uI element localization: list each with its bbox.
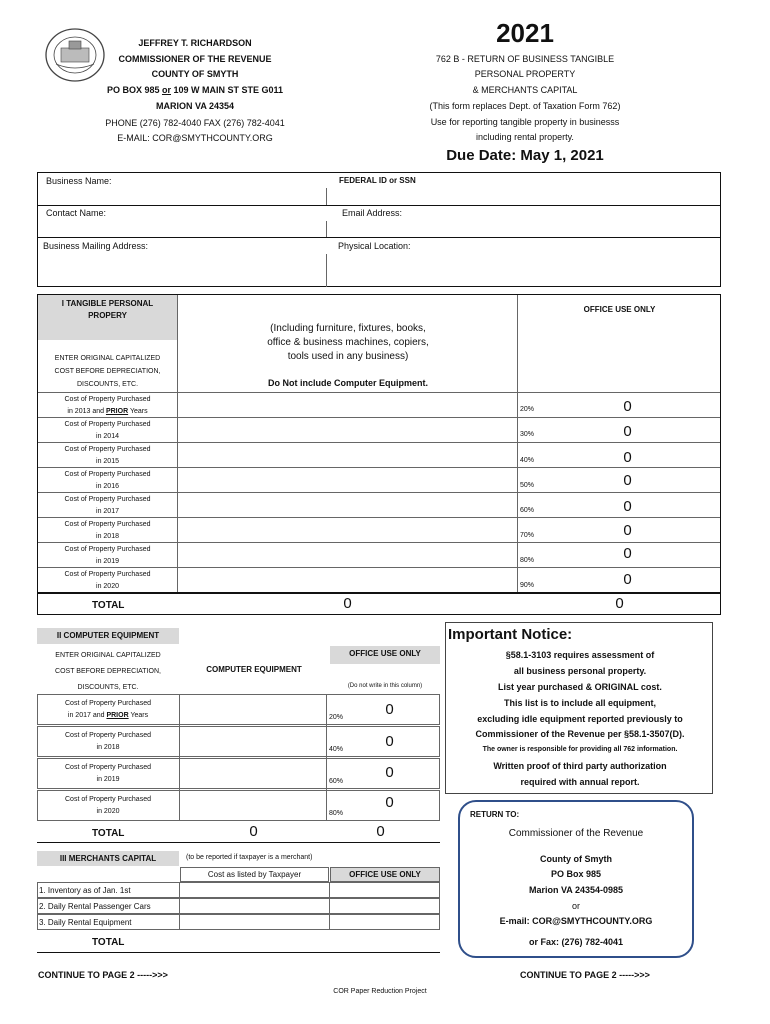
s1-cost-2014-input[interactable] [178, 418, 517, 442]
section1-office-use: OFFICE USE ONLY [583, 305, 656, 314]
s1-pct-2017: 60% [520, 507, 535, 514]
po-box: PO BOX 985 [106, 85, 160, 95]
form-use-line2: including rental property. [476, 132, 574, 142]
section1-instructions: ENTER ORIGINAL CAPITALIZED COST BEFORE DEPRECIATION, DISCOUNTS, ETC. [54, 355, 161, 388]
section3-office-use: OFFICE USE ONLY [349, 870, 421, 879]
return-po-box: PO Box 985 [550, 869, 602, 879]
return-office: Commissioner of the Revenue [508, 828, 644, 839]
s2-row-2018-label: Cost of Property Purchased in 2018 [65, 732, 151, 751]
s1-cost-2016-input[interactable] [178, 468, 517, 492]
section2-title: II COMPUTER EQUIPMENT [37, 628, 179, 644]
return-or: or [571, 901, 580, 911]
s1-pct-2015: 40% [520, 457, 535, 464]
business-info-box [37, 172, 721, 287]
continue-link-right[interactable]: CONTINUE TO PAGE 2 ----->>> [520, 970, 650, 980]
notice-line5: excluding idle equipment reported previously to [477, 714, 683, 724]
form-replaces-note: (This form replaces Dept. of Taxation Form 762) [429, 101, 621, 111]
s3-total-label: TOTAL [92, 937, 125, 948]
section3-note: (to be reported if taxpayer is a merchant) [186, 854, 313, 861]
return-city: Marion VA 24354-0985 [528, 885, 624, 895]
section3-title: III MERCHANTS CAPITAL [37, 851, 179, 866]
s1-total-value: 0 [343, 595, 352, 612]
section1-exclusion-note: Do Not include Computer Equipment. [268, 378, 428, 388]
s1-office-2017: 0 [623, 498, 632, 515]
s2-row-2020-label: Cost of Property Purchased in 2020 [65, 796, 151, 815]
s1-pct-2019: 80% [520, 557, 535, 564]
s3-rental-cars-input[interactable] [180, 899, 329, 913]
s1-row-2019-label: Cost of Property Purchased in 2019 [64, 546, 151, 565]
s2-row-2017-label: Cost of Property Purchased in 2017 and PRIOR Years [65, 700, 151, 719]
email-address-field[interactable]: Email Address: [342, 208, 403, 218]
return-county: County of Smyth [540, 854, 612, 864]
office-city: MARION VA 24354 [155, 101, 235, 111]
continue-link-left[interactable]: CONTINUE TO PAGE 2 ----->>> [38, 970, 168, 980]
s1-row-2014-label: Cost of Property Purchased in 2014 [64, 421, 151, 440]
physical-location-field[interactable]: Physical Location: [338, 241, 411, 251]
footer-project: COR Paper Reduction Project [333, 988, 427, 995]
s1-office-2018: 0 [623, 522, 632, 539]
s2-office-2018: 0 [385, 733, 394, 750]
s1-pct-2018: 70% [520, 532, 535, 539]
s1-row-2017-label: Cost of Property Purchased in 2017 [64, 496, 151, 515]
notice-title: Important Notice: [448, 626, 573, 643]
s1-cost-2017-input[interactable] [178, 493, 517, 517]
s1-cost-2018-input[interactable] [178, 518, 517, 542]
office-email: E-MAIL: COR@SMYTHCOUNTY.ORG [117, 133, 273, 143]
notice-line3: List year purchased & ORIGINAL cost. [498, 682, 662, 692]
s2-cost-2018-input[interactable] [180, 727, 326, 756]
return-to-box [458, 800, 694, 958]
s2-total-value: 0 [249, 823, 258, 840]
due-date: Due Date: May 1, 2021 [446, 147, 604, 164]
section2-column-label: COMPUTER EQUIPMENT [206, 665, 302, 674]
county-name: COUNTY OF SMYTH [151, 69, 239, 79]
return-to-label: RETURN TO: [470, 810, 520, 819]
form-use-line1: Use for reporting tangible property in businesss [430, 117, 620, 127]
s1-pct-2013: 20% [520, 406, 535, 413]
s2-row-2019-label: Cost of Property Purchased in 2019 [65, 764, 151, 783]
s1-office-2019: 0 [623, 545, 632, 562]
mailing-address-field[interactable]: Business Mailing Address: [43, 241, 149, 251]
s1-pct-2016: 50% [520, 482, 535, 489]
notice-line8: Written proof of third party authorization [493, 761, 667, 771]
s1-cost-2020-input[interactable] [178, 568, 517, 592]
s1-row-2013-label: Cost of Property Purchased in 2013 and PRIOR Years [64, 396, 151, 415]
notice-line7: The owner is responsible for providing all 762 information. [482, 746, 678, 753]
s1-row-2015-label: Cost of Property Purchased in 2015 [64, 446, 151, 465]
s2-pct-2020: 80% [329, 810, 344, 817]
notice-line2: all business personal property. [513, 666, 647, 676]
s3-inventory-label: 1. Inventory as of Jan. 1st [39, 886, 131, 895]
s3-rental-cars-label: 2. Daily Rental Passenger Cars [39, 902, 151, 911]
notice-line4: This list is to include all equipment, [503, 698, 657, 708]
section2-office-use: OFFICE USE ONLY [349, 649, 421, 658]
s1-office-2014: 0 [623, 423, 632, 440]
business-name-field[interactable]: Business Name: [46, 176, 112, 186]
s1-total-office: 0 [615, 595, 624, 612]
return-email: E-mail: COR@SMYTHCOUNTY.ORG [499, 916, 653, 926]
s1-pct-2014: 30% [520, 431, 535, 438]
s1-office-2020: 0 [623, 571, 632, 588]
s2-pct-2018: 40% [329, 746, 344, 753]
s2-cost-2019-input[interactable] [180, 759, 326, 788]
contact-name-field[interactable]: Contact Name: [46, 208, 107, 218]
s1-row-2018-label: Cost of Property Purchased in 2018 [64, 521, 151, 540]
s2-cost-2020-input[interactable] [180, 791, 326, 820]
s3-rental-equipment-input[interactable] [180, 915, 329, 929]
s3-inventory-input[interactable] [180, 883, 329, 897]
notice-line1: §58.1-3103 requires assessment of [505, 650, 655, 660]
phone-fax: PHONE (276) 782-4040 FAX (276) 782-4041 [105, 118, 285, 128]
s1-cost-2019-input[interactable] [178, 543, 517, 567]
section1-title: I TANGIBLE PERSONAL PROPERY [61, 299, 154, 320]
s1-total-label: TOTAL [92, 600, 125, 611]
s1-row-2016-label: Cost of Property Purchased in 2016 [64, 471, 151, 490]
notice-line6: Commissioner of the Revenue per §58.1-3507(D). [475, 729, 685, 739]
s1-office-2016: 0 [623, 472, 632, 489]
s1-cost-2015-input[interactable] [178, 443, 517, 467]
address-or: or [161, 85, 171, 95]
s2-office-2017: 0 [385, 701, 394, 718]
s2-pct-2017: 20% [329, 714, 344, 721]
s2-pct-2019: 60% [329, 778, 344, 785]
s2-total-office: 0 [376, 823, 385, 840]
form-year: 2021 [496, 18, 554, 48]
section1-description: (Including furniture, fixtures, books, office & business machines, copiers, tools used in any business) [267, 323, 429, 362]
s2-office-2019: 0 [385, 764, 394, 781]
notice-line9: required with annual report. [520, 777, 640, 787]
office-address [60, 85, 330, 95]
commissioner-name: JEFFREY T. RICHARDSON [138, 38, 252, 48]
s1-pct-2020: 90% [520, 582, 535, 589]
s2-office-2020: 0 [385, 794, 394, 811]
commissioner-title: COMMISSIONER OF THE REVENUE [118, 54, 272, 64]
section2-office-note: (Do not write in this column) [347, 683, 423, 689]
form-title-line3: & MERCHANTS CAPITAL [472, 85, 578, 95]
s1-office-2013: 0 [623, 398, 632, 415]
form-title-line2: PERSONAL PROPERTY [474, 69, 576, 79]
return-fax: or Fax: (276) 782-4041 [528, 937, 624, 947]
street-address: 109 W MAIN ST STE G011 [173, 85, 284, 95]
s1-row-2020-label: Cost of Property Purchased in 2020 [64, 571, 151, 590]
s1-office-2015: 0 [623, 449, 632, 466]
s3-rental-equipment-label: 3. Daily Rental Equipment [39, 918, 132, 927]
s2-total-label: TOTAL [92, 828, 125, 839]
section3-cost-label: Cost as listed by Taxpayer [207, 870, 302, 879]
s1-cost-2013-input[interactable] [178, 393, 517, 417]
form-title-line1: 762 B - RETURN OF BUSINESS TANGIBLE [435, 54, 615, 64]
section2-instructions: ENTER ORIGINAL CAPITALIZED COST BEFORE DEPRECIATION, DISCOUNTS, ETC. [55, 652, 161, 691]
s2-cost-2017-input[interactable] [180, 695, 326, 724]
federal-id-field[interactable]: FEDERAL ID or SSN [339, 176, 416, 185]
